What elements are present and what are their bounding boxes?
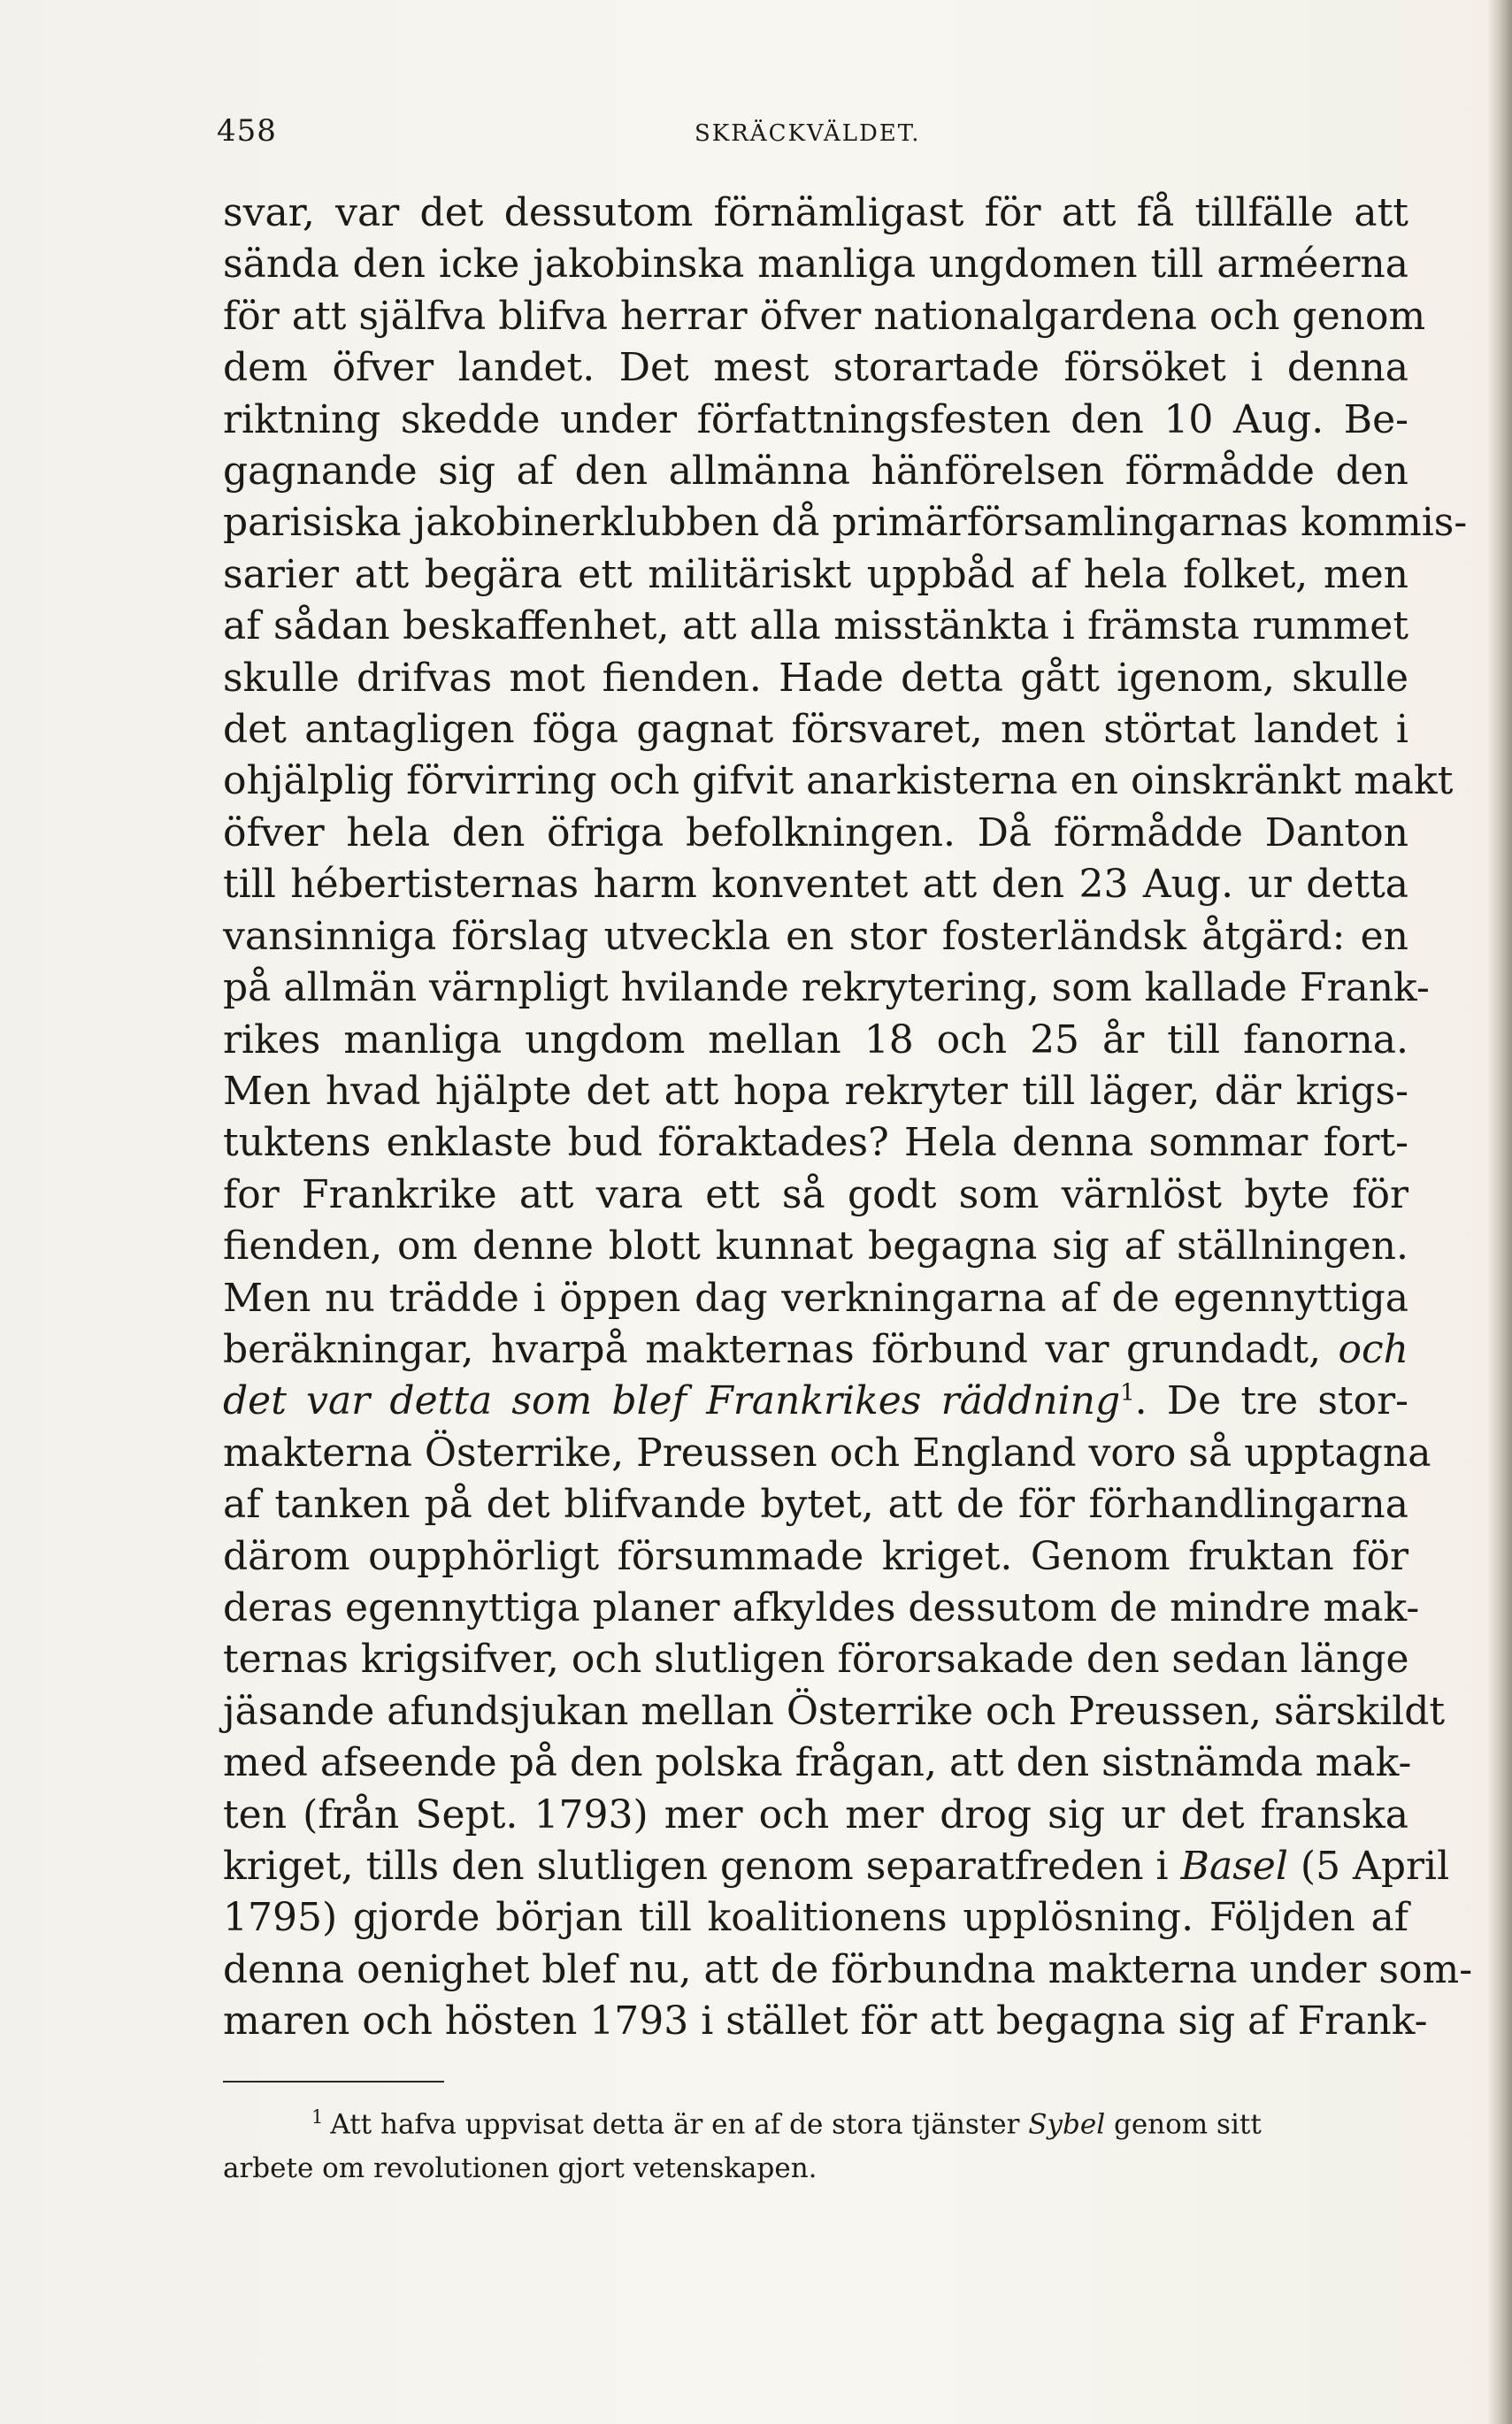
text-line: gagnande sig af den allmänna hänförelsen förmådde den bbox=[223, 449, 1408, 495]
text-line: det antagligen föga gagnat försvaret, men störtat landet i bbox=[223, 707, 1408, 753]
text-line: med afseende på den polska frågan, att den sistnämda mak- bbox=[223, 1740, 1412, 1786]
text-line: parisiska jakobinerklubben då primärförsamlingarnas kommis- bbox=[223, 500, 1468, 546]
footnote-line bbox=[223, 2095, 1408, 2146]
text-line: denna oenighet blef nu, att de förbundna makterna under som- bbox=[223, 1946, 1473, 1992]
text-line: deras egennyttiga planer afkyldes dessutom de mindre mak- bbox=[223, 1584, 1420, 1630]
text-line: skulle drifvas mot fienden. Hade detta gått igenom, skulle bbox=[223, 655, 1408, 701]
text-line: på allmän värnpligt hvilande rekrytering, som kallade Frank- bbox=[223, 965, 1430, 1011]
text-segment: . De tre stor- bbox=[1134, 1378, 1409, 1424]
text-line: ten (från Sept. 1793) mer och mer drog sig ur det franska bbox=[223, 1791, 1408, 1837]
text-line: till hébertisternas harm konventet att den 23 Aug. ur detta bbox=[223, 862, 1408, 908]
text-line: af sådan beskaffenhet, att alla misstänkta i främsta rummet bbox=[223, 603, 1408, 649]
footnote-line: arbete om revolutionen gjort vetenskapen. bbox=[223, 2152, 817, 2185]
text-line: ternas krigsifver, och slutligen förorsakade den sedan länge bbox=[223, 1637, 1409, 1683]
text-line: Men hvad hjälpte det att hopa rekryter till läger, där krigs- bbox=[223, 1068, 1408, 1114]
text-line: 1795) gjorde början till koalitionens upplösning. Följden af bbox=[223, 1895, 1408, 1941]
text-line: for Frankrike att vara ett så godt som värnlöst byte för bbox=[223, 1171, 1408, 1217]
footnote bbox=[223, 2095, 1408, 2190]
text-line: svar, var det dessutom förnämligast för att få tillfälle att bbox=[223, 190, 1408, 235]
text-segment: kriget, tills den slutligen genom separatfreden i bbox=[223, 1844, 1169, 1889]
text-line: riktning skedde under författningsfesten den 10 Aug. Be- bbox=[223, 396, 1408, 442]
text-line-mixed bbox=[223, 1841, 1450, 1892]
text-line: makterna Österrike, Preussen och England voro så upptagna bbox=[223, 1430, 1431, 1476]
text-line: för att själfva blifva herrar öfver nationalgardena och genom bbox=[223, 293, 1426, 339]
footnote-text: genom sitt bbox=[1113, 2108, 1262, 2141]
text-line: Men nu trädde i öppen dag verkningarna af de egennyttiga bbox=[223, 1275, 1408, 1321]
footnote-text: Att hafva uppvisat detta är en af de stora tjänster bbox=[330, 2108, 1020, 2141]
running-head: SKRÄCKVÄLDET. bbox=[695, 120, 921, 147]
text-line: sarier att begära ett militäriskt uppbåd af hela folket, men bbox=[223, 551, 1408, 597]
text-line: fienden, om denne blott kunnat begagna sig af ställningen. bbox=[223, 1224, 1408, 1270]
footnote-mark: 1 bbox=[311, 2106, 324, 2128]
text-segment: beräkningar, hvarpå makternas förbund var grundadt, bbox=[223, 1326, 1322, 1372]
text-segment: (5 April bbox=[1300, 1844, 1450, 1889]
body-text bbox=[223, 188, 1473, 2048]
page-number: 458 bbox=[217, 113, 277, 149]
text-line: därom oupphörligt försummade kriget. Genom fruktan för bbox=[223, 1533, 1408, 1579]
footnote-divider bbox=[223, 2081, 444, 2083]
italic-segment: det var detta som blef Frankrikes räddning bbox=[223, 1378, 1121, 1424]
text-line: ohjälplig förvirring och gifvit anarkisterna en oinskränkt makt bbox=[223, 758, 1454, 804]
footnote-reference: 1 bbox=[1120, 1379, 1135, 1407]
text-line: jäsande afundsjukan mellan Österrike och Preussen, särskildt bbox=[223, 1688, 1446, 1734]
text-line: tuktens enklaste bud föraktades? Hela denna sommar fort- bbox=[223, 1120, 1408, 1166]
page-header bbox=[217, 113, 1411, 156]
italic-segment: och bbox=[1338, 1326, 1408, 1372]
text-line: af tanken på det blifvande bytet, att de för förhandlingarna bbox=[223, 1482, 1408, 1528]
italic-segment: Basel bbox=[1180, 1844, 1288, 1889]
page-edge-shadow bbox=[1487, 0, 1512, 2424]
text-line: rikes manliga ungdom mellan 18 och 25 år till fanorna. bbox=[223, 1016, 1408, 1062]
text-line: dem öfver landet. Det mest storartade försöket i denna bbox=[223, 345, 1408, 391]
text-line-mixed bbox=[223, 1324, 1408, 1376]
text-line: maren och hösten 1793 i stället för att begagna sig af Frank- bbox=[223, 1998, 1428, 2044]
footnote-italic: Sybel bbox=[1028, 2108, 1106, 2141]
text-line: öfver hela den öfriga befolkningen. Då förmådde Danton bbox=[223, 809, 1408, 855]
text-line-mixed bbox=[223, 1376, 1408, 1427]
text-line: sända den icke jakobinska manliga ungdomen till arméerna bbox=[223, 242, 1408, 288]
text-line: vansinniga förslag utveckla en stor fosterländsk åtgärd: en bbox=[223, 913, 1408, 959]
